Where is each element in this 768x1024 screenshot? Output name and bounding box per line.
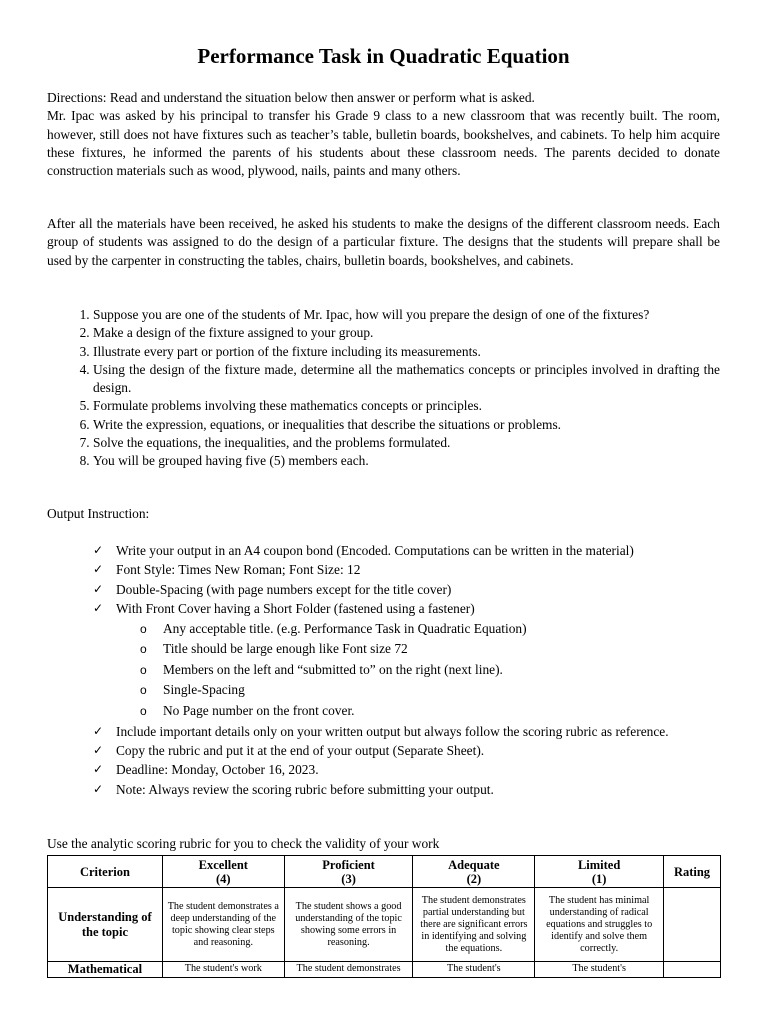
sublist-item: o Title should be large enough like Font size 72 (116, 639, 720, 660)
checkmark-icon: ✓ (93, 601, 104, 616)
task-item: 7. Solve the equations, the inequalities, and the problems formulated. (93, 434, 720, 452)
cover-sublist (116, 619, 720, 722)
task-item: 8. You will be grouped having five (5) members each. (93, 452, 720, 470)
checklist-item: ✓ Write your output in an A4 coupon bond (Encoded. Computations can be written in the material) (47, 541, 720, 560)
header-limited: Limited (1) (535, 856, 664, 888)
situation-text: Mr. Ipac was asked by his principal to transfer his Grade 9 class to a new classroom that was recently built. The room, however, still does not have fixtures such as teacher’s table, bulletin boards, bookshelves, and cabinets. To help him acquire these fixtures, he informed the parents of his students about these classroom needs. The parents decided to donate construction materials such as wood, plywood, nails, paints and many others. (47, 108, 720, 179)
rubric-label: Use the analytic scoring rubric for you to check the validity of your work (47, 836, 440, 851)
checkmark-icon: ✓ (93, 581, 104, 596)
excellent-cell: The student's work (162, 962, 284, 978)
rubric-header-row (48, 856, 721, 888)
directions-text: Directions: Read and understand the situation below then answer or perform what is asked. (47, 90, 535, 105)
output-checklist (47, 541, 720, 799)
header-excellent: Excellent (4) (162, 856, 284, 888)
checkmark-icon: ✓ (93, 723, 104, 738)
checklist-item: ✓ Deadline: Monday, October 16, 2023. (47, 760, 720, 779)
header-proficient: Proficient (3) (284, 856, 413, 888)
sublist-item: o Any acceptable title. (e.g. Performance Task in Quadratic Equation) (116, 619, 720, 640)
bullet-o-icon: o (140, 704, 147, 718)
sublist-item: o No Page number on the front cover. (116, 701, 720, 722)
bullet-o-icon: o (140, 683, 147, 698)
checklist-item: ✓ Include important details only on your written output but always follow the scoring rubric as reference. (47, 722, 720, 741)
context-paragraph: After all the materials have been received, he asked his students to make the designs of the different classroom needs. Each group of students was assigned to do the design of a particular fixture. The designs that the students will prepare shall be used by the carpenter in constructing the tables, chairs, bulletin boards, bookshelves, and cabinets. (47, 216, 720, 268)
bullet-o-icon: o (140, 621, 147, 636)
criterion-cell: Understanding of the topic (48, 888, 163, 962)
scoring-rubric-table (47, 855, 721, 978)
adequate-cell: The student's (413, 962, 535, 978)
checkmark-icon: ✓ (93, 562, 104, 577)
rating-cell (664, 888, 721, 962)
task-item: 4. Using the design of the fixture made, determine all the mathematics concepts or principles involved in drafting the design. (93, 361, 720, 398)
task-item: 6. Write the expression, equations, or inequalities that describe the situations or problems. (93, 416, 720, 434)
checkmark-icon: ✓ (93, 543, 104, 557)
checkmark-icon: ✓ (93, 762, 104, 777)
adequate-cell: The student demonstrates partial understanding but there are significant errors in identifying and solving the equations. (413, 888, 535, 962)
checkmark-icon: ✓ (93, 743, 104, 757)
criterion-cell: Mathematical (48, 962, 163, 978)
task-item: 2. Make a design of the fixture assigned to your group. (93, 324, 720, 342)
rating-cell (664, 962, 721, 978)
table-row (48, 962, 721, 978)
proficient-cell: The student shows a good understanding of the topic showing some errors in reasoning. (284, 888, 413, 962)
intro-paragraph (47, 89, 720, 180)
table-row (48, 888, 721, 962)
task-item: 5. Formulate problems involving these mathematics concepts or principles. (93, 397, 720, 415)
limited-cell: The student's (535, 962, 664, 978)
header-adequate: Adequate (2) (413, 856, 535, 888)
excellent-cell: The student demonstrates a deep understanding of the topic showing clear steps and reasoning. (162, 888, 284, 962)
header-rating: Rating (664, 856, 721, 888)
checkmark-icon: ✓ (93, 781, 104, 796)
page-title: Performance Task in Quadratic Equation (197, 44, 570, 68)
bullet-o-icon: o (140, 642, 147, 657)
sublist-item: o Members on the left and “submitted to” on the right (next line). (116, 660, 720, 681)
header-criterion: Criterion (48, 856, 163, 888)
limited-cell: The student has minimal understanding of radical equations and struggles to identify and solve them correctly. (535, 888, 664, 962)
checklist-item: ✓ With Front Cover having a Short Folder (fastened using a fastener) o Any acceptable title. (e.g. Performance Task in Quadratic Equation) o Title should be large enough like Font size 72 o Members on the left and “submitted to” on the right (next line). o Single-Spacing o No Page number on the front cover. (47, 599, 720, 721)
bullet-o-icon: o (140, 662, 147, 677)
task-list (47, 306, 720, 471)
output-instruction-label: Output Instruction: (47, 506, 150, 521)
checklist-item: ✓ Note: Always review the scoring rubric before submitting your output. (47, 780, 720, 799)
checklist-item: ✓ Double-Spacing (with page numbers except for the title cover) (47, 580, 720, 599)
task-item: 1. Suppose you are one of the students of Mr. Ipac, how will you prepare the design of one of the fixtures? (93, 306, 720, 324)
checklist-item: ✓ Copy the rubric and put it at the end of your output (Separate Sheet). (47, 741, 720, 760)
sublist-item: o Single-Spacing (116, 680, 720, 701)
checklist-item: ✓ Font Style: Times New Roman; Font Size: 12 (47, 560, 720, 579)
task-item: 3. Illustrate every part or portion of the fixture including its measurements. (93, 343, 720, 361)
proficient-cell: The student demonstrates (284, 962, 413, 978)
